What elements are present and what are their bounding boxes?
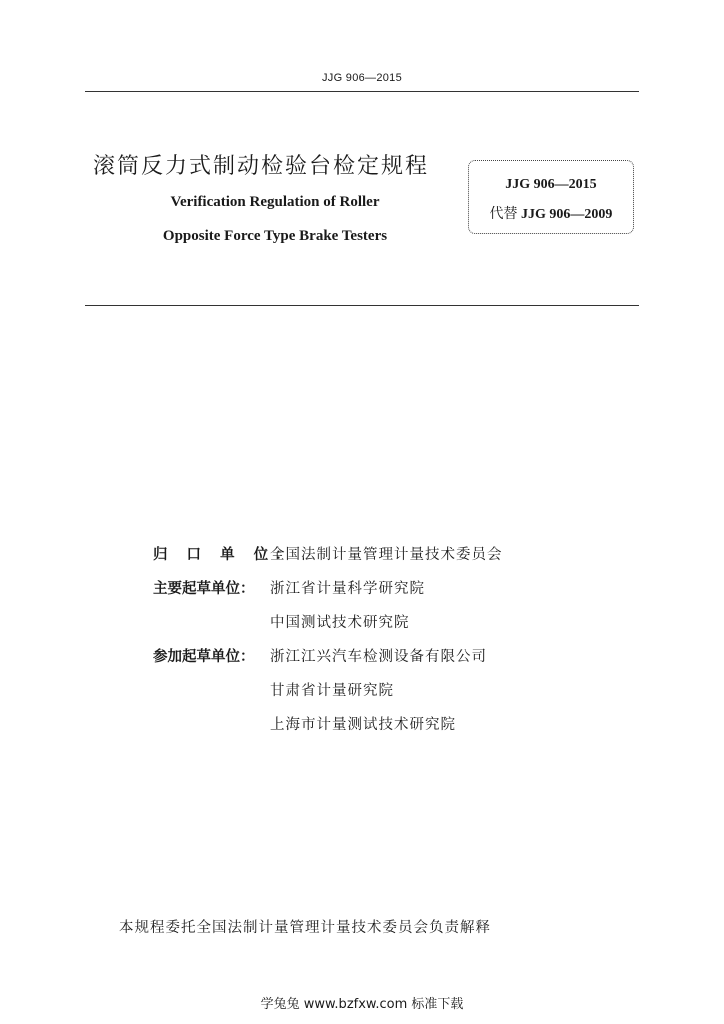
participating-unit-value: 上海市计量测试技术研究院: [270, 717, 456, 733]
document-title-english-line1: Verification Regulation of Roller: [170, 194, 380, 210]
replaced-code: JJG 906—2009: [521, 207, 613, 222]
participating-unit-value: 浙江江兴汽车检测设备有限公司: [270, 649, 487, 665]
main-drafting-unit-row: [153, 572, 503, 606]
participating-unit-row: [153, 640, 503, 674]
participating-unit-value: 甘肃省计量研究院: [270, 683, 394, 699]
participating-unit-row: [153, 708, 503, 742]
document-title-english-line2: Opposite Force Type Brake Testers: [162, 228, 388, 244]
replaces-prefix: 代替: [489, 206, 518, 222]
main-drafting-unit-row: [153, 606, 503, 640]
standard-code-box: [468, 160, 634, 234]
drafting-units-block: [153, 538, 503, 742]
document-title-chinese: 滚筒反力式制动检验台检定规程: [93, 154, 430, 179]
interpretation-note: 本规程委托全国法制计量管理计量技术委员会负责解释: [119, 920, 491, 936]
header-divider: [85, 91, 639, 92]
responsible-unit-row: [153, 538, 503, 572]
replaces-line: [469, 203, 633, 223]
watermark-text: 学兔兔 www.bzfxw.com 标准下载: [260, 997, 464, 1012]
participating-unit-label: 参加起草单位：: [153, 649, 255, 665]
responsible-unit-value: 全国法制计量管理计量技术委员会: [270, 547, 503, 563]
standard-code: JJG 906—2015: [505, 177, 597, 192]
participating-unit-row: [153, 674, 503, 708]
main-drafting-unit-value: 中国测试技术研究院: [270, 615, 410, 631]
running-header: JJG 906—2015: [321, 72, 403, 84]
title-divider: [85, 305, 639, 306]
main-drafting-unit-label: 主要起草单位：: [153, 581, 255, 597]
main-drafting-unit-value: 浙江省计量科学研究院: [270, 581, 425, 597]
responsible-unit-label: 归 口 单 位：: [153, 547, 297, 563]
